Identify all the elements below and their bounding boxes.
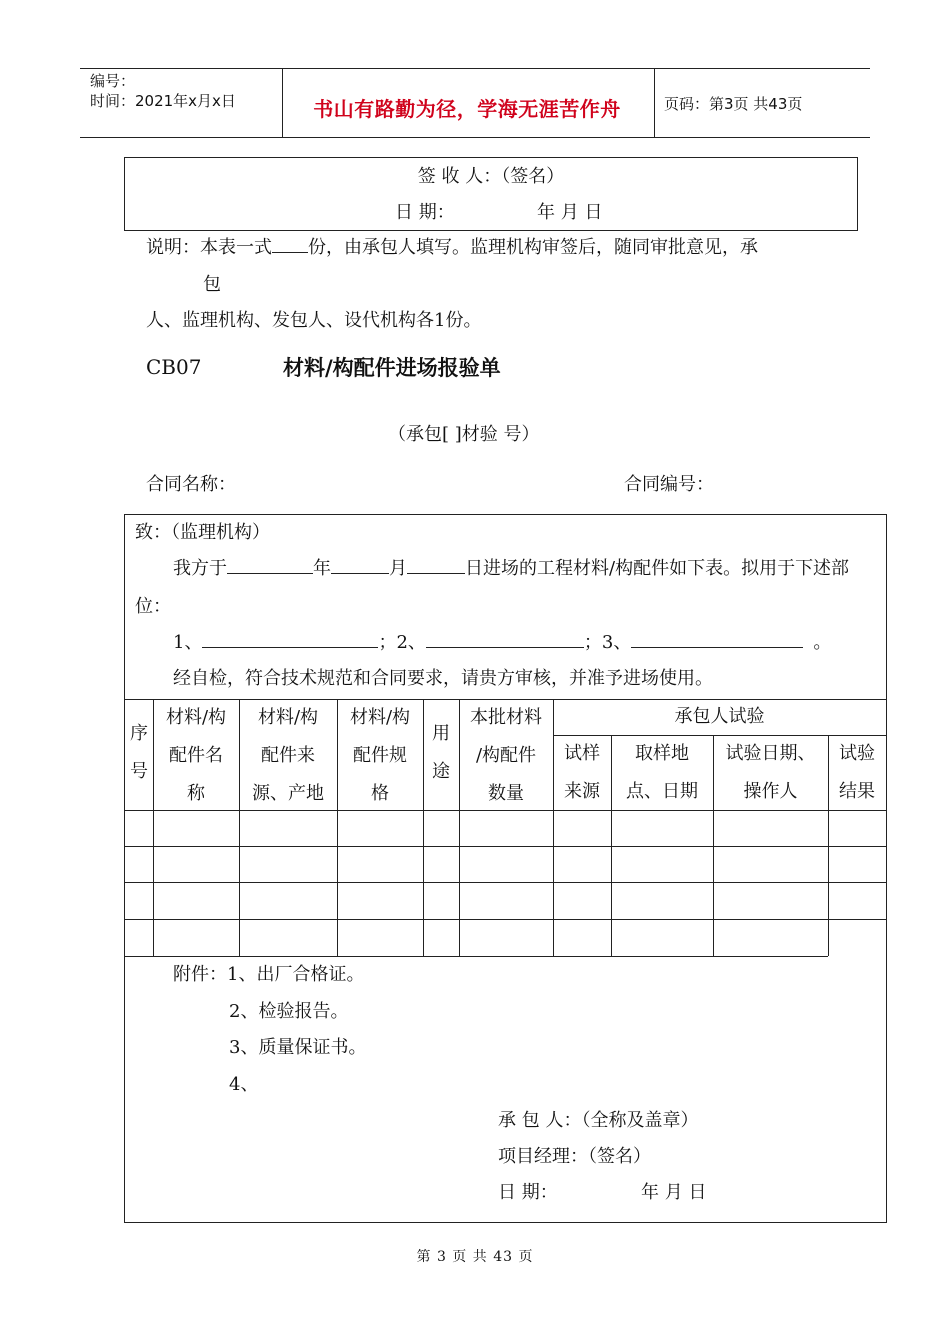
header-material-name [153, 699, 239, 813]
receipt-sign-box [124, 157, 858, 231]
page-info: 页码：第3页 共43页 [664, 95, 803, 113]
attachment-4: 4、 [229, 1074, 259, 1095]
inspection-form [124, 514, 887, 1223]
header-text: 点、日期 [626, 781, 698, 802]
receipt-signer: 签 收 人：（签名） [417, 166, 565, 187]
header-text: 材料/构 [165, 707, 227, 728]
part-1-blank[interactable] [202, 629, 378, 648]
signature-date-label: 日 期： [498, 1182, 558, 1203]
table-line [125, 956, 828, 957]
header-text: 材料/构 [349, 707, 411, 728]
header-text: 源、产地 [252, 783, 324, 804]
part-index: 。 [813, 632, 832, 653]
header-text: 试验日期、 [725, 743, 816, 764]
header-sampling-place [611, 735, 713, 811]
header-material-source [239, 699, 337, 813]
part-2-blank[interactable] [426, 629, 584, 648]
contractor-signature: 承 包 人：（全称及盖章） [498, 1110, 699, 1131]
receipt-date-value: 年 月 日 [537, 202, 603, 223]
header-text: 操作人 [743, 781, 798, 802]
document-time: 时间：2021年x月x日 [90, 92, 236, 110]
contract-name-label: 合同名称： [146, 474, 236, 495]
header-text: 试验 [839, 743, 875, 764]
attachment-1: 附件：1、出厂合格证。 [173, 964, 365, 985]
self-check-statement: 经自检，符合技术规范和合同要求，请贵方审核，并准予进场使用。 [173, 668, 713, 689]
header-text: 本批材料 [470, 707, 542, 728]
month-blank[interactable] [331, 555, 389, 574]
header-text: 取样地 [635, 743, 689, 764]
attachment-2: 2、检验报告。 [229, 1001, 349, 1022]
header-divider [654, 69, 655, 137]
part-index: 1、 [173, 632, 203, 653]
note-line-3: 人、监理机构、发包人、设代机构各1份。 [146, 310, 482, 331]
header-text: 材料/构 [257, 707, 319, 728]
header-text: 途 [432, 761, 450, 782]
part-index: ；2、 [378, 632, 426, 653]
recipient-line: 致：（监理机构） [135, 522, 270, 543]
header-quantity [459, 699, 553, 813]
receipt-date-label: 日 期： [395, 202, 455, 223]
copies-blank [272, 234, 308, 253]
form-title: 材料/构配件进场报验单 [283, 355, 501, 380]
header-text: 配件规 [353, 745, 407, 766]
manager-signature: 项目经理：（签名） [498, 1146, 651, 1167]
header-text: 号 [130, 761, 148, 782]
page-header [80, 68, 870, 138]
page-footer: 第 3 页 共 43 页 [416, 1249, 534, 1265]
header-text: 配件名 [169, 745, 223, 766]
header-contractor-test: 承包人试验 [674, 706, 765, 727]
intro-line [173, 554, 849, 580]
header-text: 结果 [839, 781, 875, 802]
header-text: /构配件 [475, 745, 537, 766]
attachment-3: 3、质量保证书。 [229, 1037, 367, 1058]
note-text: 说明：本表一式 [146, 237, 272, 258]
form-code: CB07 [146, 355, 202, 379]
part-index: ；3、 [583, 632, 632, 653]
usage-parts-line [173, 628, 831, 654]
intro-text: 月 [389, 558, 407, 579]
note-line-2: 包 [203, 274, 221, 295]
header-usage [423, 715, 459, 791]
intro-line-cont: 位： [135, 596, 171, 617]
contract-number-label: 合同编号： [624, 474, 714, 495]
header-text: 称 [187, 783, 205, 804]
signature-date-value: 年 月 日 [641, 1182, 707, 1203]
note-text: 份，由承包人填写。监理机构审签后，随同审批意见，承 [308, 237, 758, 258]
header-text: 来源 [564, 781, 600, 802]
year-blank[interactable] [227, 555, 313, 574]
header-test-result [828, 735, 886, 811]
header-text: 试样 [564, 743, 600, 764]
intro-text: 年 [313, 558, 331, 579]
header-text: 数量 [488, 783, 524, 804]
header-test-date [713, 735, 828, 811]
header-seq [125, 715, 153, 791]
document-number-label: 编号： [90, 72, 136, 90]
part-3-blank[interactable] [631, 629, 803, 648]
header-text: 序 [130, 723, 148, 744]
header-meta [90, 71, 236, 111]
header-text: 格 [371, 783, 389, 804]
header-text: 用 [432, 723, 450, 744]
form-subtitle: （承包[ ]材验 号） [388, 424, 540, 445]
header-motto: 书山有路勤为径，学海无涯苦作舟 [313, 97, 621, 121]
header-text: 配件来 [261, 745, 315, 766]
intro-text: 我方于 [173, 558, 227, 579]
intro-text: 日进场的工程材料/构配件如下表。拟用于下述部 [465, 558, 850, 579]
header-material-spec [337, 699, 423, 813]
day-blank[interactable] [407, 555, 465, 574]
note-line-1 [146, 233, 758, 259]
header-sample-source [553, 735, 611, 811]
